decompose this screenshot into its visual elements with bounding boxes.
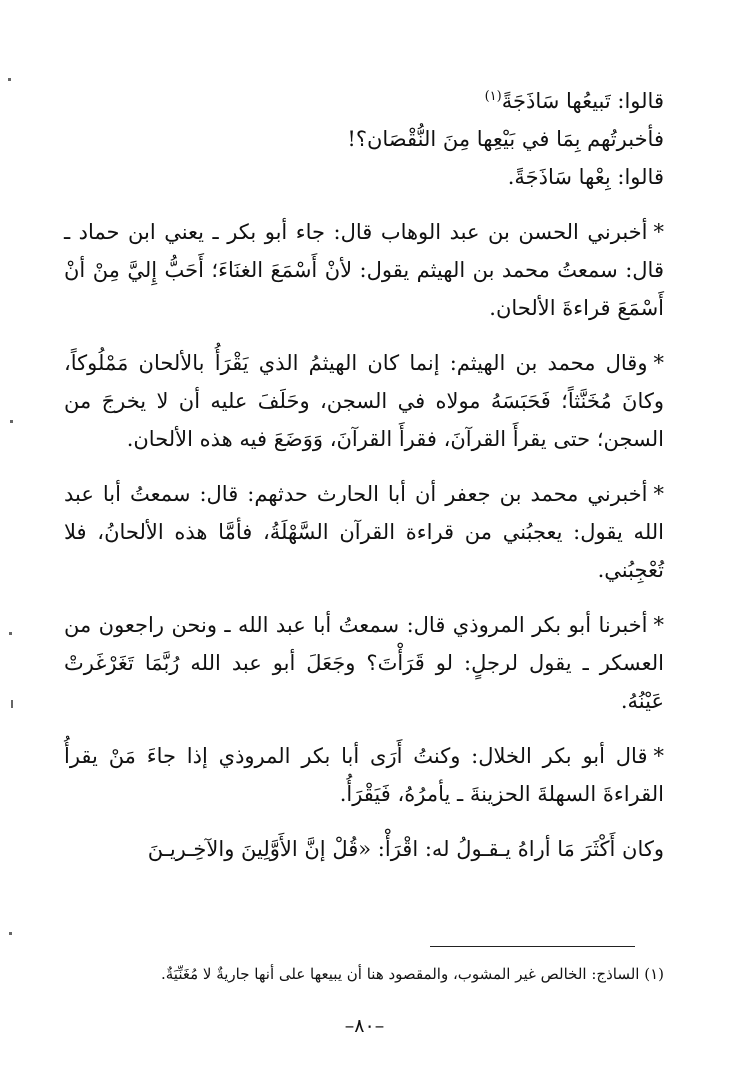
paragraph-4: *أخبرنا أبو بكر المروذي قال: سمعتُ أبا عبد الله ـ ونحن راجعون من العسكر ـ يقول لرجلٍ: لو قَرَأْتَ؟ وجَعَلَ أبو عبد الله رُبَّمَا تَغَرْغَرتْ عَيْنُهُ.: [64, 613, 664, 713]
star-bullet: *: [653, 613, 664, 637]
scan-speck: [11, 700, 13, 708]
paragraph-2: *وقال محمد بن الهيثم: إنما كان الهيثمُ الذي يَقْرَأُ بالألحان مَمْلُوكاً، وكانَ مُخَنَّثاً؛ فَحَبَسَهُ مولاه في السجن، وحَلَفَ عليه أن لا يخرجَ من السجن؛ حتى يقرأَ القرآنَ، فقرأَ القرآنَ، وَوَضَعَ فيه هذه الألحان.: [64, 351, 664, 451]
footnote: (١) الساذج: الخالص غير المشوب، والمقصود هنا أن يبيعها على أنها جاريةٌ لا مُغَنِّيَةٌ.: [160, 965, 664, 983]
scan-speck: [8, 78, 11, 81]
star-bullet: *: [653, 744, 664, 768]
scan-speck: [9, 632, 12, 635]
paragraph-6: وكان أَكْثَرَ مَا أراهُ يـقـولُ له: اقْرَأْ: «قُلْ إنَّ الأَوَّلِينَ والآخِـريـنَ: [147, 837, 664, 861]
page-body: [64, 82, 664, 868]
footnote-reference: (١): [484, 89, 502, 104]
scan-speck: [9, 932, 12, 935]
verse-line-2: فأخبرتُهم بِمَا في بَيْعِها مِنَ النُّقْصَان؟!: [347, 127, 664, 151]
verse-line-1: قالوا: تَبيعُها سَاذَجَةً$^{(١)}$: [484, 89, 664, 113]
star-bullet: *: [653, 220, 664, 244]
star-bullet: *: [653, 351, 664, 375]
footnote-separator: [430, 946, 635, 947]
star-bullet: *: [653, 482, 664, 506]
page-number: –٨٠–: [344, 1015, 385, 1037]
paragraph-1: *أخبرني الحسن بن عبد الوهاب قال: جاء أبو بكر ـ يعني ابن حماد ـ قال: سمعتُ محمد بن الهيثم يقول: لأنْ أَسْمَعَ الغنَاءَ؛ أَحَبُّ إِليَّ مِنْ أنْ أَسْمَعَ قراءةَ الألحان.: [64, 220, 664, 320]
paragraph-3: *أخبرني محمد بن جعفر أن أبا الحارث حدثهم: قال: سمعتُ أبا عبد الله يقول: يعجبُني من قراءة القرآن السَّهْلَةُ، فأمَّا هذه الألحانُ، فلا تُعْجِبُني.: [64, 482, 664, 582]
scan-speck: [10, 420, 13, 423]
paragraph-5: *قال أبو بكر الخلال: وكنتُ أَرَى أبا بكر المروذي إذا جاءَ مَنْ يقرأُ القراءةَ السهلةَ الحزينةَ ـ يأمرُهُ، فَيَقْرَأُ.: [64, 744, 664, 806]
verse-line-3: قالوا: بِعْها سَاذَجَةً.: [507, 165, 664, 189]
